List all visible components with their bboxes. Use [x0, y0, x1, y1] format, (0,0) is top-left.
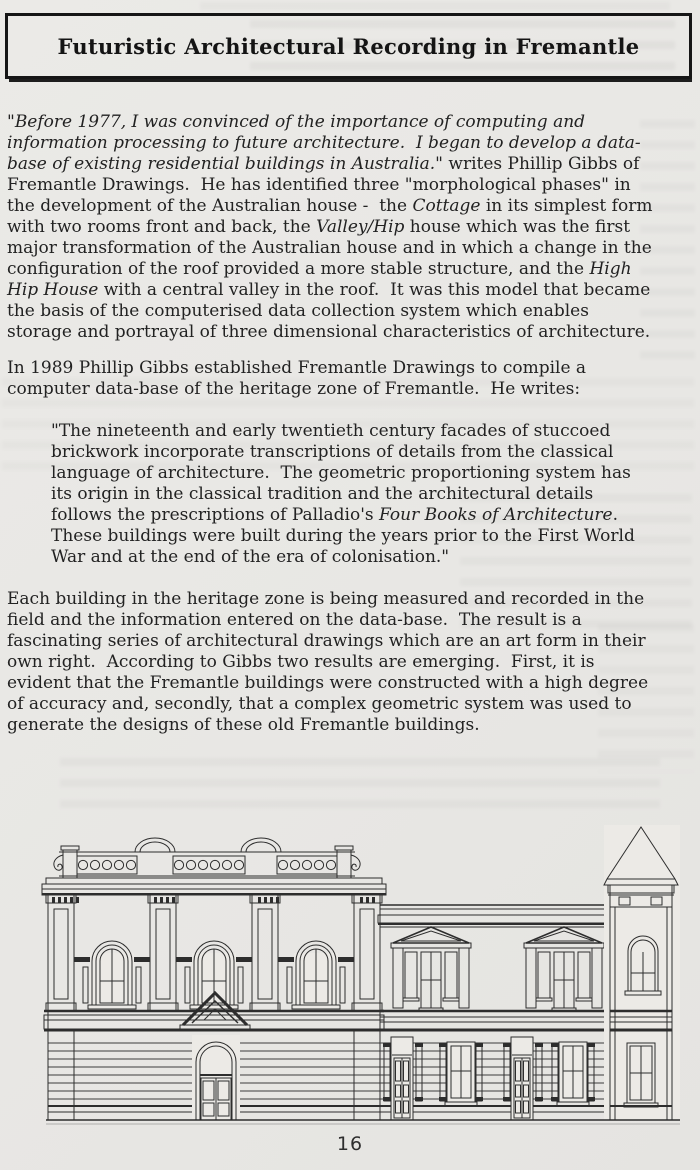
left-wing — [42, 838, 386, 1120]
article-body — [7, 112, 659, 751]
block-quote: "The nineteenth and early twentieth century facades of stuccoed brickwork incorporate transcriptions of details from the classical language of architecture. The geometric proportioning system has its origin in the classical tradition and the architectural details follows the prescriptions of Palladio's Four Books of Architecture. These buildings were built during the years prior to the First World War and at the end of the era of colonisation." — [51, 421, 641, 567]
corner-turret — [604, 825, 680, 1120]
building-elevation-illustration — [34, 815, 682, 1130]
paragraph-3: Each building in the heritage zone is being measured and recorded in the field and the information entered on the data-base. The result is a fascinating series of architectural drawings which are an art form in their own right. According to Gibbs two results are emerging. First, it is evident that the Fremantle buildings were constructed with a high degree of accuracy and, secondly, that a complex geometric system was used to generate the designs of these old Fremantle buildings. — [7, 589, 654, 735]
paragraph-1: "Before 1977, I was convinced of the importance of computing and information processing to future architecture. I began to develop a data-base of existing residential buildings in Australia." writes Phillip Gibbs of Fremantle Drawings. He has identified three "morphological phases" in the development of the Australian house - the Cottage in its simplest form with two rooms front and back, the Valley/Hip house which was the first major transformation of the Australian house and in which a change in the configuration of the roof provided a more stable structure, and the High Hip House with a central valley in the roof. It was this model that became the basis of the computerised data collection system which enables storage and portrayal of three dimensional characteristics of architecture. — [7, 112, 658, 342]
figure — [34, 815, 682, 1130]
page-number: 16 — [336, 1133, 364, 1155]
paragraph-2: In 1989 Phillip Gibbs established Fremantle Drawings to compile a computer data-base of the heritage zone of Fremantle. He writes: — [7, 358, 592, 399]
page-title: Futuristic Architectural Recording in Fremantle — [57, 33, 640, 59]
bleed-through-ghost — [60, 758, 660, 808]
lead-quote-italic: "Before 1977, I was convinced of the importance of computing and information processing to future architecture. I began to develop a data-base of existing residential buildings in Australia." — [7, 112, 641, 174]
article-title-box — [5, 13, 692, 79]
bleed-through-ghost — [200, 2, 670, 12]
